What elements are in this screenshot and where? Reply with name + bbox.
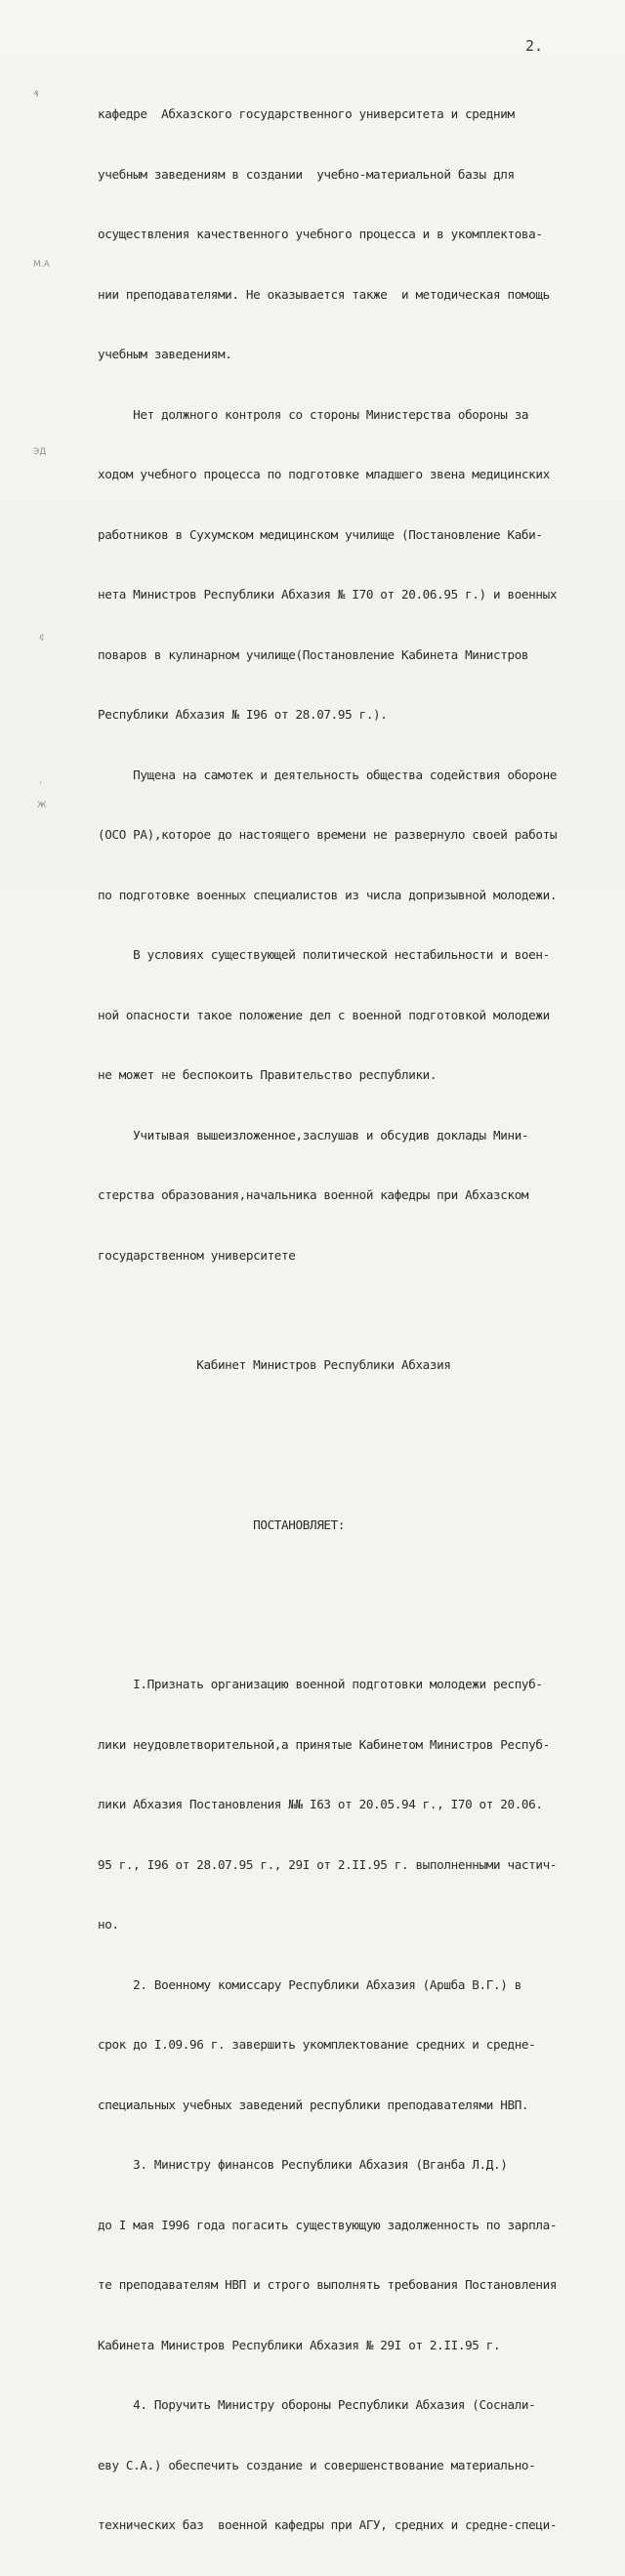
document-body [98,64,615,2576]
text-line: ходом учебного процесса по подготовке младшего звена медицинских [98,467,550,481]
text-line: те преподавателям НВП и строго выполнять требования Постановления [98,2277,558,2292]
cabinet-heading: Кабинет Министров Республики Абхазия [98,1357,451,1372]
text-line: Учитывая вышеизложенное,заслушав и обсудив доклады Мини- [98,1127,529,1143]
text-line: ной опасности такое положение дел с военной подготовкой молодежи [98,1007,550,1022]
text-line: Нет должного контроля со стороны Министерства обороны за [98,406,529,422]
text-line: но. [98,1917,119,1932]
text-line: учебным заведениям. [98,347,232,361]
text-line: Кабинета Министров Республики Абхазия № 29I от 2.II.95 г. [98,2337,501,2352]
text-line: технических баз военной кафедры при АГУ, средних и средне-специ- [98,2517,558,2532]
blank-line [98,1306,615,1315]
text-line: по подготовке военных специалистов из числа допризывной молодежи. [98,887,558,902]
text-line: I.Признать организацию военной подготовки молодежи респуб- [98,1677,543,1691]
margin-mark: ₰ [33,90,39,100]
text-line: 2. Военному комиссару Республики Абхазия (Аршба В.Г.) в [98,1976,521,1992]
text-line: государственном университете [98,1247,296,1263]
text-line: лики неудовлетворительной,а принятые Кабинетом Министров Респуб- [98,1736,550,1752]
blank-line [98,1625,615,1635]
page-number: 2. [525,37,544,55]
text-line: не может не беспокоить Правительство республики. [98,1067,438,1082]
text-line: нии преподавателями. Не оказывается также и методическая помощь [98,286,550,302]
text-line: учебным заведениям в создании учебно-материальной базы для [98,166,515,182]
margin-mark: ʼ [39,781,42,791]
blank-line [98,1416,615,1426]
text-line: специальных учебных заведений республики преподавателями НВП. [98,2097,529,2112]
text-line: лики Абхазия Постановления №№ I63 от 20.05.94 г., I70 от 20.06. [98,1797,543,1811]
text-line: работников в Сухумском медицинском училище (Постановление Каби- [98,526,543,542]
text-line: до I мая I996 года погасить существующую задолженность по зарпла- [98,2217,558,2232]
text-line: 4. Поручить Министру обороны Республики Абхазия (Соснали- [98,2397,536,2412]
text-line: кафедре Абхазского государственного университета и средним [98,106,515,121]
text-line: В условиях существующей политической нестабильности и воен- [98,947,550,962]
margin-mark: Ж [37,801,47,810]
text-line: Пущена на самотек и деятельность общества содействия обороне [98,767,558,782]
text-line: поваров в кулинарном училище(Постановление Кабинета Министров [98,646,529,662]
text-line: 95 г., I96 от 28.07.95 г., 29I от 2.II.95 г. выполненными частич- [98,1856,558,1872]
text-line: осуществления качественного учебного процесса и в укомплектова- [98,227,543,241]
blank-line [98,1575,615,1585]
margin-mark: М.А [33,260,50,270]
margin-mark: ЭД [33,447,47,457]
margin-mark: ¢ [39,633,45,643]
text-line: стерства образования,начальника военной кафедры при Абхазском [98,1187,529,1202]
text-line: срок до I.09.96 г. завершить укомплектование средних и средне- [98,2037,536,2052]
text-line: нета Министров Республики Абхазия № I70 от 20.06.95 г.) и военных [98,587,558,602]
resolution-heading: ПОСТАНОВЛЯЕТ: [98,1517,346,1532]
text-line: (ОСО РА),которое до настоящего времени не развернуло своей работы [98,827,558,842]
text-line: еву С.А.) обеспечить создание и совершенствование материально- [98,2457,536,2472]
text-line: 3. Министру финансов Республики Абхазия (Вганба Л.Д.) [98,2157,508,2172]
text-line: Республики Абхазия № I96 от 28.07.95 г.). [98,707,388,722]
blank-line [98,1466,615,1475]
